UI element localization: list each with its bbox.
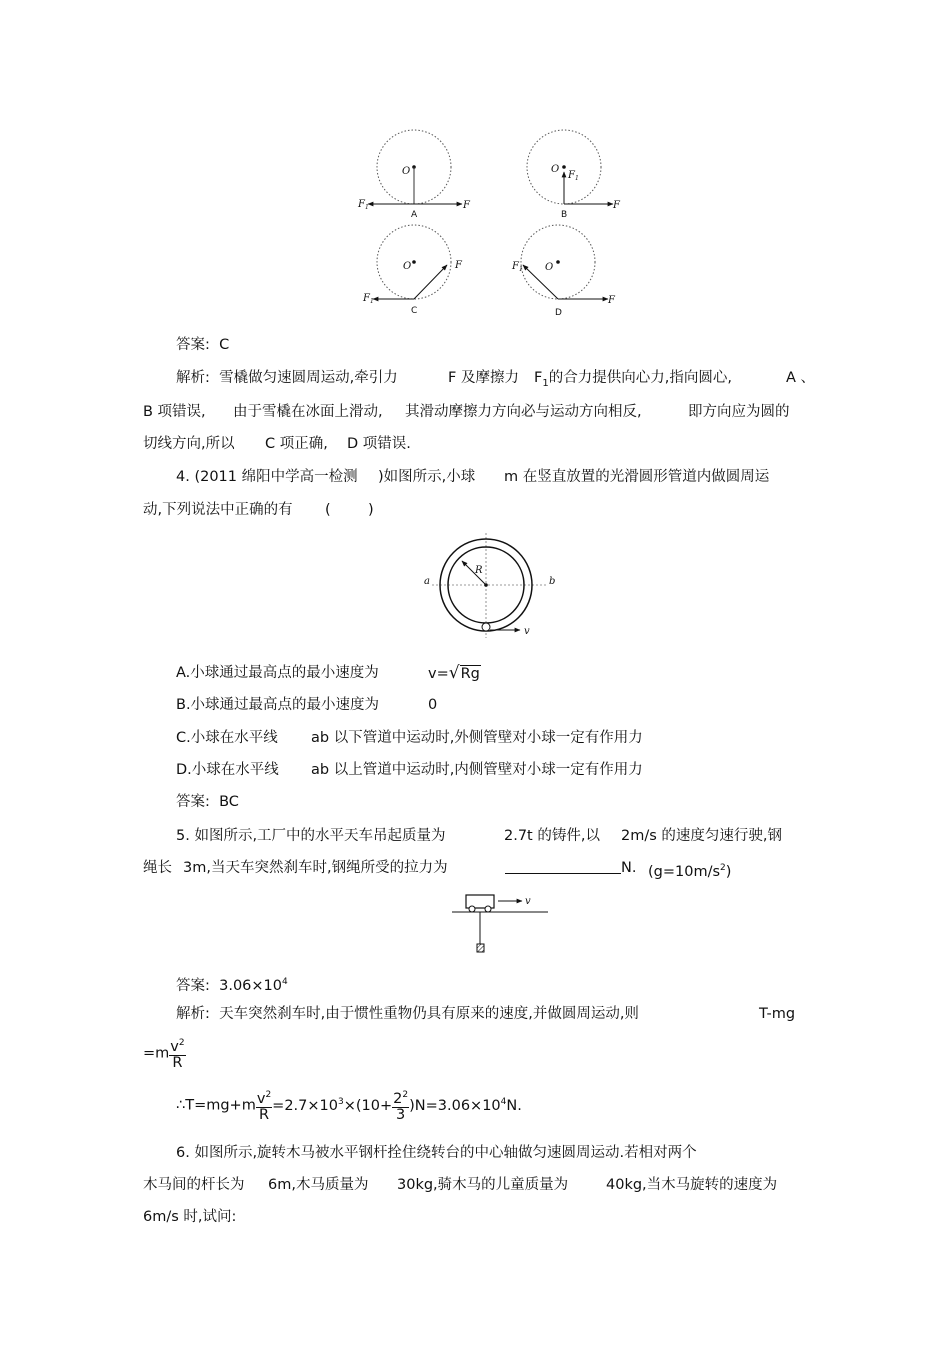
text: A.小球通过最高点的最小速度为 bbox=[176, 665, 379, 681]
center-label: O bbox=[402, 166, 411, 177]
text: 2.7t 的铸件,以 bbox=[504, 828, 600, 844]
text: 即方向应为圆的 bbox=[688, 404, 790, 420]
q3-analysis-line-1 bbox=[176, 368, 816, 389]
text: 5. 如图所示,工厂中的水平天车吊起质量为 bbox=[176, 828, 446, 844]
answer-prefix: 答案: bbox=[176, 337, 210, 353]
text: C 项正确, bbox=[265, 436, 328, 452]
answer-value: $3.06\times 10^4$ bbox=[219, 977, 288, 994]
q5-analysis-eq-1 bbox=[143, 1036, 186, 1071]
answer-blank[interactable] bbox=[505, 858, 621, 878]
text: 天车突然刹车时,由于惯性重物仍具有原来的速度,并做圆周运动,则 bbox=[219, 1006, 639, 1022]
q5-analysis-eq-2 bbox=[176, 1088, 522, 1123]
fraction: $\frac{v^2}{R}$ bbox=[170, 1038, 185, 1071]
force-f-label: F bbox=[608, 295, 615, 306]
panel-a bbox=[357, 130, 471, 220]
text: N. bbox=[621, 860, 637, 876]
text: 雪橇做匀速圆周运动,牵引力 bbox=[219, 370, 398, 386]
text: D 项错误. bbox=[347, 436, 411, 452]
text: 6m,木马质量为 bbox=[268, 1177, 369, 1193]
text: ) bbox=[368, 502, 374, 518]
analysis-prefix: 解析: bbox=[176, 1006, 210, 1022]
answer-value: BC bbox=[219, 794, 239, 810]
fraction: $\frac{v^2}{R}$ bbox=[256, 1090, 272, 1123]
q3-analysis-line-3 bbox=[143, 434, 411, 454]
panel-c bbox=[362, 225, 463, 316]
text: 40kg,当木马旋转的速度为 bbox=[606, 1177, 778, 1193]
text: $=2.7\times 10^3\times(10+$ bbox=[272, 1097, 393, 1114]
center-label: O bbox=[551, 164, 560, 175]
center-label: O bbox=[403, 261, 412, 272]
text: 6. 如图所示,旋转木马被水平钢杆拴住绕转台的中心轴做匀速圆周运动.若相对两个 bbox=[176, 1145, 697, 1161]
answer-prefix: 答案: bbox=[176, 977, 210, 994]
q3-analysis-line-2 bbox=[143, 402, 790, 422]
text: A 、 bbox=[786, 370, 816, 386]
q6-stem-line-3 bbox=[143, 1207, 236, 1227]
q4-option-c bbox=[176, 728, 643, 748]
force-f1-label: $F_1$ bbox=[363, 293, 374, 305]
fraction: $\frac{2^2}{3}$ bbox=[393, 1090, 409, 1123]
force-f-label: F bbox=[455, 260, 462, 271]
text: ∴T=mg+m bbox=[176, 1097, 256, 1114]
crane-figure bbox=[450, 890, 550, 958]
text: $(g=10m/s^2)$ bbox=[648, 863, 732, 880]
q4-option-d bbox=[176, 760, 643, 780]
panel-label-d: D bbox=[555, 308, 562, 318]
q5-analysis-line-1 bbox=[176, 1004, 796, 1024]
text: 动,下列说法中正确的有 bbox=[143, 502, 293, 518]
text: 2m/s 的速度匀速行驶,钢 bbox=[621, 828, 783, 844]
text: B.小球通过最高点的最小速度为 bbox=[176, 697, 380, 713]
q4-answer bbox=[176, 792, 239, 812]
label-b: b bbox=[549, 576, 556, 587]
text: T-mg bbox=[759, 1006, 796, 1022]
panel-label-c: C bbox=[411, 306, 418, 316]
q6-stem-line-1 bbox=[176, 1143, 697, 1163]
text: 4. (2011 绵阳中学高一检测 bbox=[176, 469, 358, 485]
q4-option-b bbox=[176, 695, 438, 715]
q4-option-a bbox=[176, 663, 480, 683]
q5-answer bbox=[176, 972, 288, 996]
text: 6m/s 时,试问: bbox=[143, 1209, 237, 1225]
q5-stem-line-1 bbox=[176, 826, 783, 846]
text: )如图所示,小球 bbox=[378, 469, 476, 485]
text: B 项错误, bbox=[143, 404, 206, 420]
panel-d bbox=[511, 225, 616, 318]
analysis-prefix: 解析: bbox=[176, 370, 210, 386]
force-f-label: F bbox=[613, 200, 620, 211]
text: F 及摩擦力 bbox=[448, 370, 519, 386]
q6-stem-line-2 bbox=[143, 1175, 778, 1195]
force-f1-label: $F_1$ bbox=[568, 170, 579, 182]
text: v=√Rg bbox=[428, 663, 480, 683]
force-f1-label: $F_1$ bbox=[358, 199, 369, 211]
text: =m bbox=[143, 1045, 170, 1062]
text: $F_1$的合力提供向心力,指向圆心, bbox=[534, 370, 732, 389]
label-v: v bbox=[525, 896, 531, 907]
text: 由于雪橇在冰面上滑动, bbox=[233, 404, 383, 420]
text: 30kg,骑木马的儿童质量为 bbox=[397, 1177, 569, 1193]
text: C.小球在水平线 bbox=[176, 730, 278, 746]
text: )$N=3.06\times 10^4N$. bbox=[409, 1097, 522, 1114]
answer-value: C bbox=[219, 337, 230, 353]
panel-b bbox=[527, 130, 621, 220]
label-a: a bbox=[424, 576, 430, 587]
force-f1-label: $F_1$ bbox=[512, 261, 523, 273]
label-r: R bbox=[475, 565, 483, 576]
text: 3m,当天车突然刹车时,钢绳所受的拉力为 bbox=[183, 860, 448, 876]
text: 切线方向,所以 bbox=[143, 436, 235, 452]
pipe-figure bbox=[420, 533, 570, 643]
text: 0 bbox=[428, 697, 438, 713]
sled-force-figure bbox=[355, 125, 625, 320]
text: ( bbox=[325, 502, 331, 518]
text: 绳长 bbox=[143, 860, 172, 876]
panel-label-b: B bbox=[561, 210, 568, 220]
q5-stem-line-2 bbox=[143, 858, 732, 880]
text: 木马间的杆长为 bbox=[143, 1177, 245, 1193]
answer-prefix: 答案: bbox=[176, 794, 210, 810]
text: ab 以上管道中运动时,内侧管壁对小球一定有作用力 bbox=[311, 762, 643, 778]
panel-label-a: A bbox=[411, 210, 418, 220]
q4-stem-line-1 bbox=[176, 467, 770, 487]
q4-stem-line-2 bbox=[143, 500, 374, 520]
label-v: v bbox=[524, 626, 530, 637]
force-f-label: F bbox=[463, 200, 470, 211]
text: D.小球在水平线 bbox=[176, 762, 279, 778]
center-label: O bbox=[545, 262, 554, 273]
text: 其滑动摩擦力方向必与运动方向相反, bbox=[405, 404, 642, 420]
text: m 在竖直放置的光滑圆形管道内做圆周运 bbox=[504, 469, 770, 485]
text: ab 以下管道中运动时,外侧管壁对小球一定有作用力 bbox=[311, 730, 643, 746]
q3-answer bbox=[176, 335, 229, 355]
